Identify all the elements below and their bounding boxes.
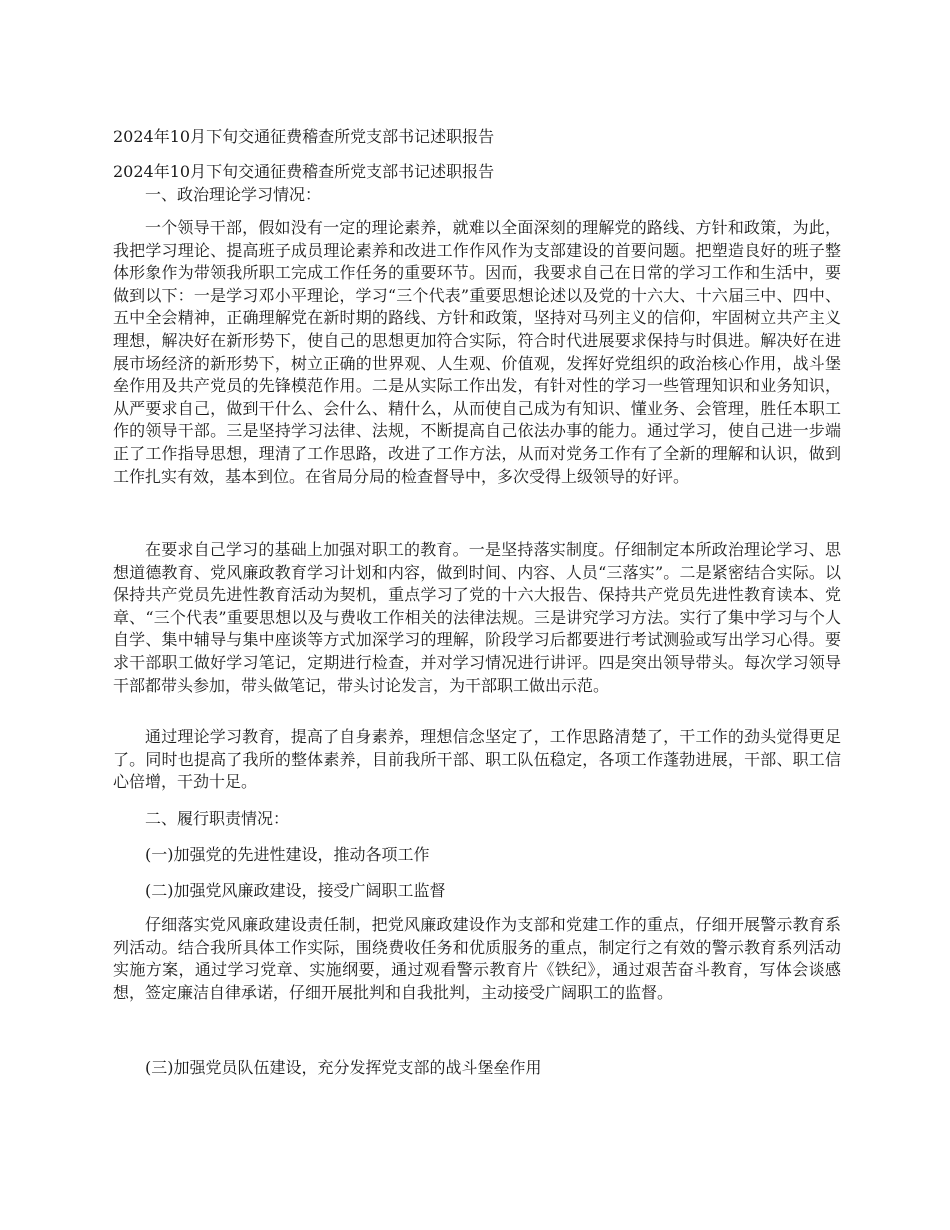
section-heading-2: 二、履行职责情况：: [145, 809, 290, 828]
subheading-1-block: [113, 844, 841, 866]
subheading-3: (三)加强党员队伍建设，充分发挥党支部的战斗堡垒作用: [145, 1058, 542, 1077]
subheading-3-block: [113, 1057, 841, 1079]
paragraph-3: 通过理论学习教育，提高了自身素养，理想信念坚定了，工作思路清楚了，干工作的劲头觉得更足了。同时也提高了我所的整体素养，目前我所干部、职工队伍稳定，各项工作蓬勃进展，干部、职工信心倍增，干劲十足。: [113, 727, 841, 792]
subheading-1: (一)加强党的先进性建设，推动各项工作: [145, 845, 430, 864]
document-body: [113, 161, 841, 206]
paragraph-3-block: [113, 726, 841, 794]
paragraph-4: 仔细落实党风廉政建设责任制，把党风廉政建设作为支部和党建工作的重点，仔细开展警示教育系列活动。结合我所具体工作实际，围绕费收任务和优质服务的重点，制定行之有效的警示教育系列活动实施方案，通过学习党章、实施纲要，通过观看警示教育片《铁纪》，通过艰苦奋斗教育，写体会谈感想，签定廉洁自律承诺，仔细开展批判和自我批判，主动接受广阔职工的监督。: [113, 915, 841, 1002]
document-title: 2024年10月下旬交通征费稽查所党支部书记述职报告: [113, 127, 495, 146]
paragraph-1: 一个领导干部，假如没有一定的理论素养，就难以全面深刻的理解党的路线、方针和政策，为此，我把学习理论、提高班子成员理论素养和改进工作作风作为支部建设的首要问题。把塑造良好的班子整体形象作为带领我所职工完成工作任务的重要环节。因而，我要求自己在日常的学习工作和生活中，要做到以下：一是学习邓小平理论，学习“三个代表”重要思想论述以及党的十六大、十六届三中、四中、五中全会精神，正确理解党在新时期的路线、方针和政策，坚持对马列主义的信仰，牢固树立共产主义理想，解决好在新形势下，使自己的思想更加符合实际，符合时代进展要求保持与时俱进。解决好在进展市场经济的新形势下，树立正确的世界观、人生观、价值观，发挥好党组织的政治核心作用，战斗堡垒作用及共产党员的先锋模范作用。二是从实际工作出发，有针对性的学习一些管理知识和业务知识，从严要求自己，做到干什么、会什么、精什么，从而使自己成为有知识、懂业务、会管理，胜任本职工作的领导干部。三是坚持学习法律、法规，不断提高自己依法办事的能力。通过学习，使自己进一步端正了工作指导思想，理清了工作思路，改进了工作方法，从而对党务工作有了全新的理解和认识，做到工作扎实有效，基本到位。在省局分局的检查督导中，多次受得上级领导的好评。: [113, 218, 841, 486]
paragraph-2-block: [113, 539, 841, 697]
subheading-2: (二)加强党风廉政建设，接受广阔职工监督: [145, 881, 446, 900]
document-subtitle: 2024年10月下旬交通征费稽查所党支部书记述职报告: [113, 162, 495, 181]
section-heading-2-block: [113, 808, 841, 830]
paragraph-1-block: [113, 217, 841, 488]
subheading-2-block: [113, 880, 841, 902]
paragraph-2: 在要求自己学习的基础上加强对职工的教育。一是坚持落实制度。仔细制定本所政治理论学习、思想道德教育、党风廉政教育学习计划和内容，做到时间、内容、人员“三落实”。二是紧密结合实际。以保持共产党员先进性教育活动为契机，重点学习了党的十六大报告、保持共产党员先进性教育读本、党章、“三个代表”重要思想以及与费收工作相关的法律法规。三是讲究学习方法。实行了集中学习与个人自学、集中辅导与集中座谈等方式加深学习的理解，阶段学习后都要进行考试测验或写出学习心得。要求干部职工做好学习笔记，定期进行检查，并对学习情况进行讲评。四是突出领导带头。每次学习领导干部都带头参加，带头做笔记，带头讨论发言，为干部职工做出示范。: [113, 540, 841, 695]
paragraph-4-block: [113, 914, 841, 1004]
section-heading-1: 一、政治理论学习情况：: [145, 184, 322, 204]
